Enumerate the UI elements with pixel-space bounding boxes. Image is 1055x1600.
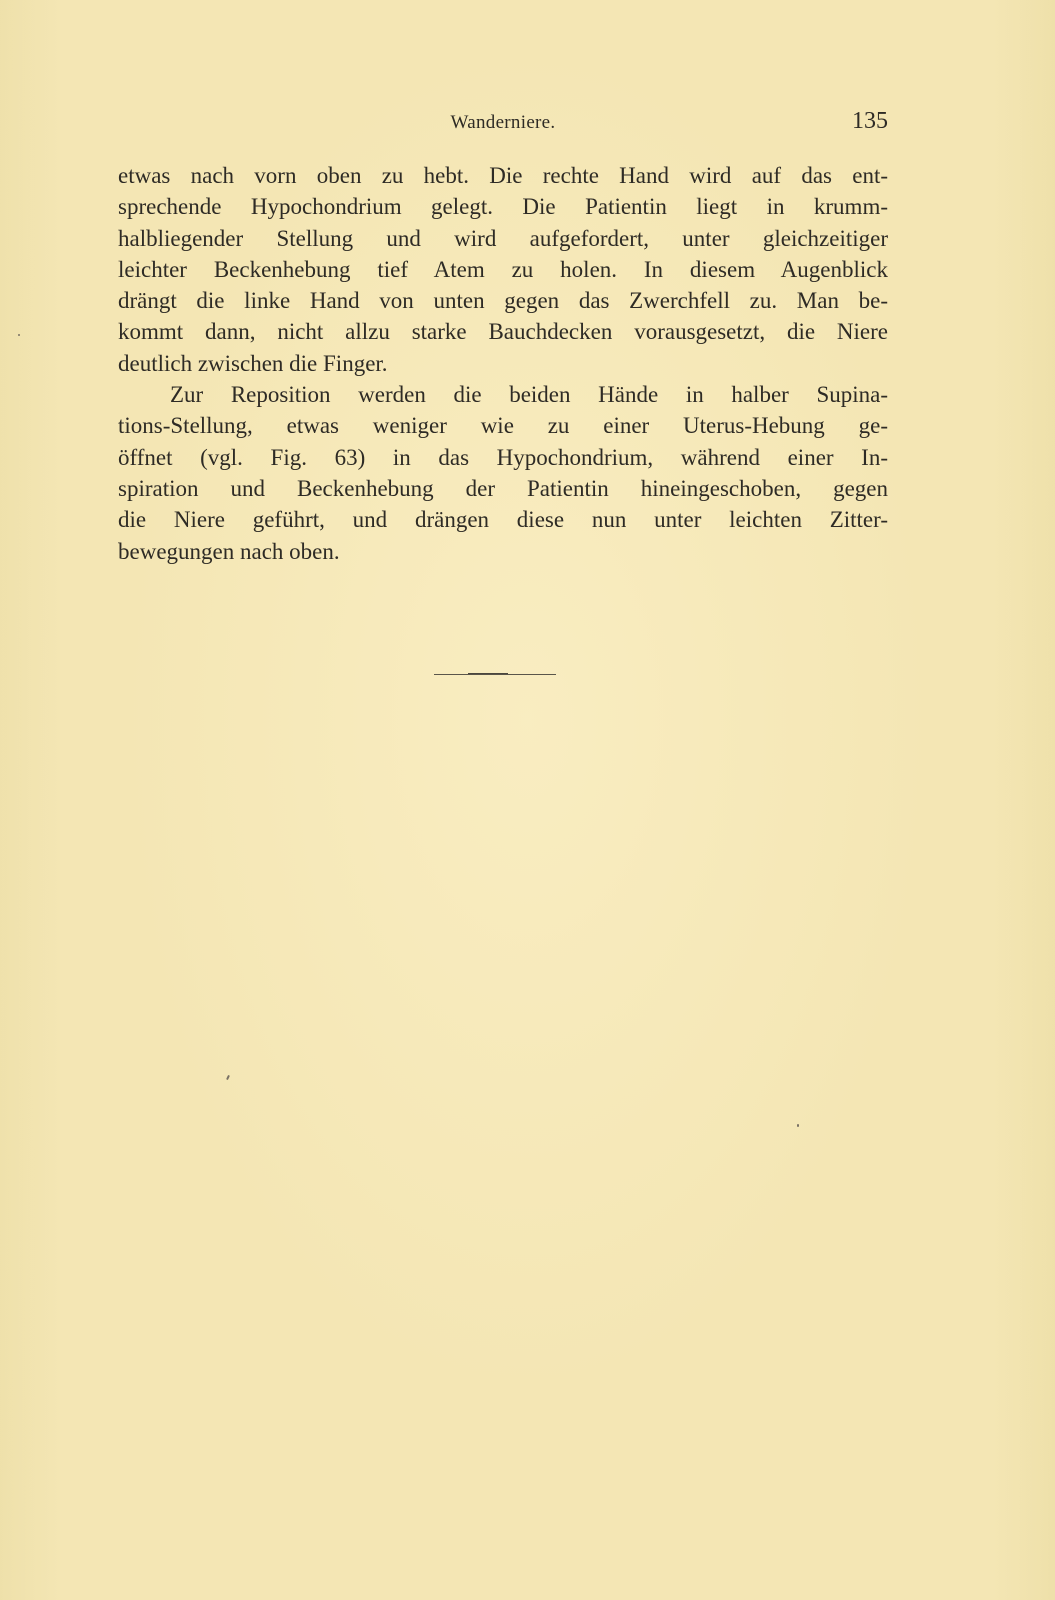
text-line: spiration und Beckenhebung der Patientin hineingeschoben, gegen bbox=[118, 475, 888, 501]
text-line: öffnet (vgl. Fig. 63) in das Hypochondrium, während einer In- bbox=[118, 444, 888, 470]
paragraph-1 bbox=[118, 160, 888, 379]
text-line: halbliegender Stellung und wird aufgefordert, unter gleichzeitiger bbox=[118, 225, 888, 251]
text-line: etwas nach vorn oben zu hebt. Die rechte Hand wird auf das ent- bbox=[118, 163, 888, 188]
text-line: drängt die linke Hand von unten gegen das Zwerchfell zu. Man be- bbox=[118, 288, 888, 314]
text-line: kommt dann, nicht allzu starke Bauchdecken vorausgesetzt, die Niere bbox=[118, 319, 888, 345]
paragraph-2 bbox=[118, 379, 888, 567]
text-line: Zur Reposition werden die beiden Hände in halber Supina- bbox=[170, 382, 888, 408]
page-number: 135 bbox=[852, 108, 888, 134]
text-line: bewegungen nach oben. bbox=[118, 538, 340, 564]
text-line: die Niere geführt, und drängen diese nun unter leichten Zitter- bbox=[118, 507, 888, 533]
chapter-title: Wanderniere. bbox=[450, 112, 556, 133]
text-line: deutlich zwischen die Finger. bbox=[118, 350, 388, 376]
paper-speck bbox=[18, 334, 20, 336]
paper-speck bbox=[226, 1075, 230, 1080]
running-head bbox=[118, 108, 888, 138]
body-text bbox=[118, 160, 888, 567]
section-end-rule bbox=[434, 674, 556, 675]
text-line: sprechende Hypochondrium gelegt. Die Patientin liegt in krumm- bbox=[118, 194, 888, 220]
text-line: leichter Beckenhebung tief Atem zu holen. In diesem Augenblick bbox=[118, 256, 888, 282]
text-line: tions-Stellung, etwas weniger wie zu einer Uterus-Hebung ge- bbox=[118, 413, 888, 439]
paper-speck bbox=[797, 1124, 799, 1127]
